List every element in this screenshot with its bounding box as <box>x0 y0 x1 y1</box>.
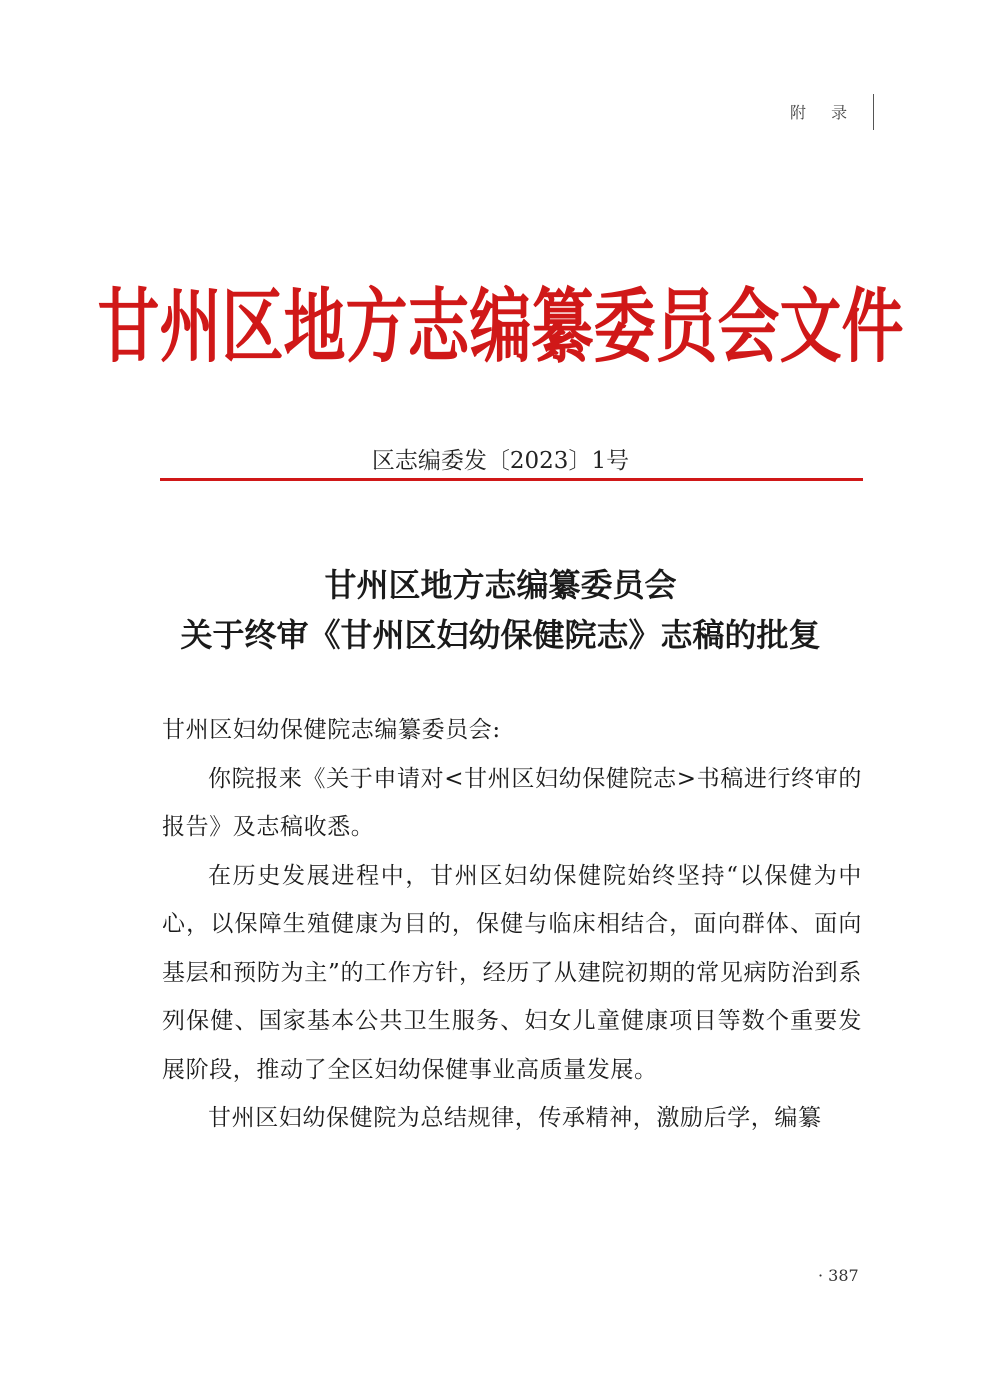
body-paragraph-1: 你院报来《关于申请对<甘州区妇幼保健院志>书稿进行终审的报告》及志稿收悉。 <box>162 765 862 840</box>
document-title-line-1: 甘州区地方志编纂委员会 <box>324 566 677 604</box>
red-separator-line <box>160 478 863 481</box>
document-body <box>162 706 862 1143</box>
document-title-line-2: 关于终审《甘州区妇幼保健院志》志稿的批复 <box>180 616 821 654</box>
document-title <box>0 560 1001 660</box>
running-header-section: 附 录 <box>790 103 858 122</box>
header-divider <box>873 94 874 130</box>
salutation: 甘州区妇幼保健院志编纂委员会: <box>162 717 501 743</box>
document-number: 区志编委发〔2023〕1号 <box>371 448 630 474</box>
page-number: · 387 <box>818 1266 859 1285</box>
document-issuer-heading: 甘州区地方志编纂委员会文件 <box>97 278 904 374</box>
body-paragraph-2: 在历史发展进程中，甘州区妇幼保健院始终坚持“以保健为中心，以保障生殖健康为目的，保健与临床相结合，面向群体、面向基层和预防为主”的工作方针，经历了从建院初期的常见病防治到系列保健、国家基本公共卫生服务、妇女儿童健康项目等数个重要发展阶段，推动了全区妇幼保健事业高质量发展。 <box>162 862 862 1083</box>
body-paragraph-3: 甘州区妇幼保健院为总结规律，传承精神，激励后学，编纂 <box>208 1105 822 1131</box>
